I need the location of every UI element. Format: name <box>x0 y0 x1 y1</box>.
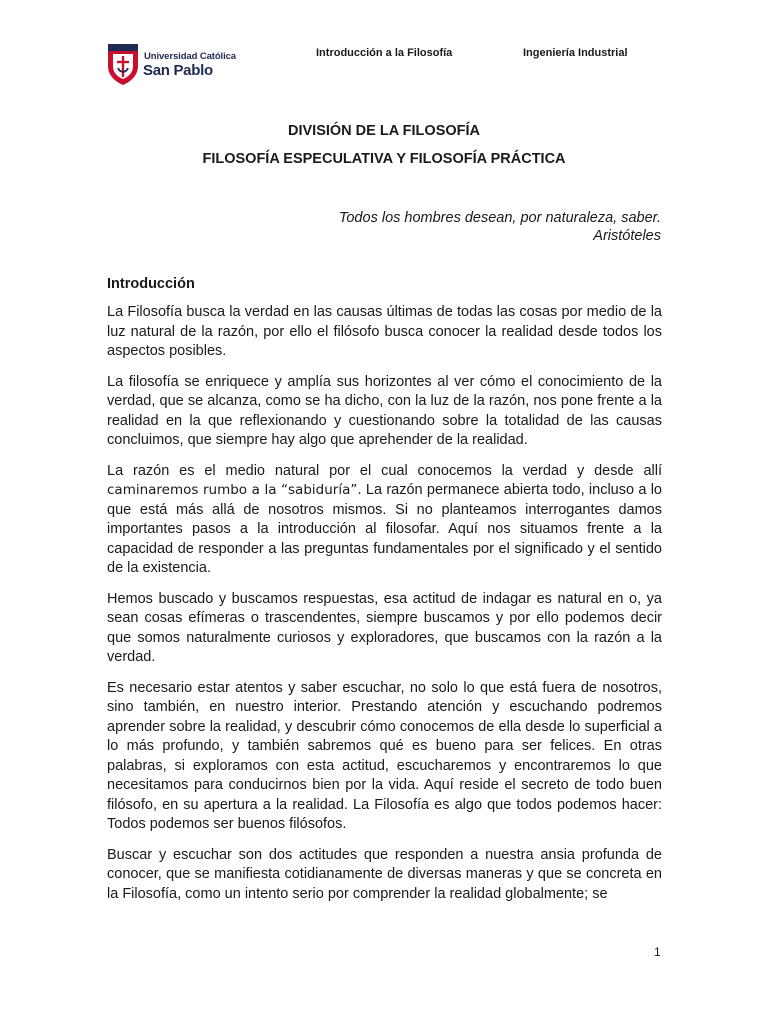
paragraph-2: La filosofía se enriquece y amplía sus horizontes al ver cómo el conocimiento de la verdad, que se alcanza, como se ha dicho, con la luz de la razón, nos pone frente a la realidad en la que reflexionando y cuestionando sobre la totalidad de las causas concluimos, que siempre hay algo que aprehender de la realidad. <box>107 373 662 448</box>
section-heading: Introducción <box>107 276 195 292</box>
document-subtitle: FILOSOFÍA ESPECULATIVA Y FILOSOFÍA PRÁCTICA <box>202 151 566 167</box>
header-career-name: Ingeniería Industrial <box>523 47 628 59</box>
paragraph-3-end: La razón permanece abierta todo, incluso a lo que está más allá de nosotros mismos. Si no planteamos interrogantes damos importantes pasos a la introducción al filosofar. Aquí nos situamos frente a la capacidad de responder a las preguntas fundamentales por el significado y el sentido de la existencia. <box>107 482 662 576</box>
epigraph-author: Aristóteles <box>593 228 661 244</box>
header-course-name: Introducción a la Filosofía <box>316 47 453 59</box>
epigraph-quote: Todos los hombres desean, por naturaleza, saber. <box>338 210 661 226</box>
document-title: DIVISIÓN DE LA FILOSOFÍA <box>288 123 480 139</box>
paragraph-1: La Filosofía busca la verdad en las causas últimas de todas las cosas por medio de la luz natural de la razón, por ello el filósofo busca conocer la realidad desde todos los aspectos posibles. <box>107 304 662 359</box>
paragraph-4: Hemos buscado y buscamos respuestas, esa actitud de indagar es natural en o, ya sean cosas efímeras o trascendentes, siempre buscamos y por ello podemos decir que somos naturalmente curiosos y exploradores, que buscamos con la razón a la verdad. <box>107 590 662 665</box>
paragraph-6: Buscar y escuchar son dos actitudes que responden a nuestra ansia profunda de conocer, que se manifiesta cotidianamente de diversas maneras y que se concreta en la Filosofía, como un intento serio por comprender la realidad globalmente; se <box>107 846 662 902</box>
paragraph-3-start: La razón es el medio natural por el cual conocemos la verdad y desde allí <box>107 462 662 479</box>
university-logo <box>106 42 236 86</box>
page-header <box>0 0 768 100</box>
university-shield-icon <box>106 42 140 86</box>
paragraph-3-quoted-phrase: caminaremos rumbo a la “sabiduría”. <box>107 482 362 498</box>
paragraph-3 <box>107 462 662 579</box>
logo-university-name: San Pablo <box>143 62 213 79</box>
epigraph <box>161 209 661 245</box>
page-number: 1 <box>654 945 661 959</box>
logo-university-line: Universidad Católica <box>144 51 236 62</box>
paragraph-5: Es necesario estar atentos y saber escuchar, no solo lo que está fuera de nosotros, sino también, en nuestro interior. Prestando atención y escuchando podremos aprender sobre la realidad, y descubrir cómo conocemos de ella desde lo superficial a lo más profundo, y también sabremos qué es bueno para ser felices. En otras palabras, si exploramos con esta actitud, escucharemos y encontraremos lo que necesitamos para conducirnos bien por la vida. Aquí reside el secreto de todo buen filósofo, en su apertura a la realidad. La Filosofía es algo que todos podemos hacer: Todos podemos ser buenos filósofos. <box>107 679 662 832</box>
document-body <box>107 303 662 915</box>
